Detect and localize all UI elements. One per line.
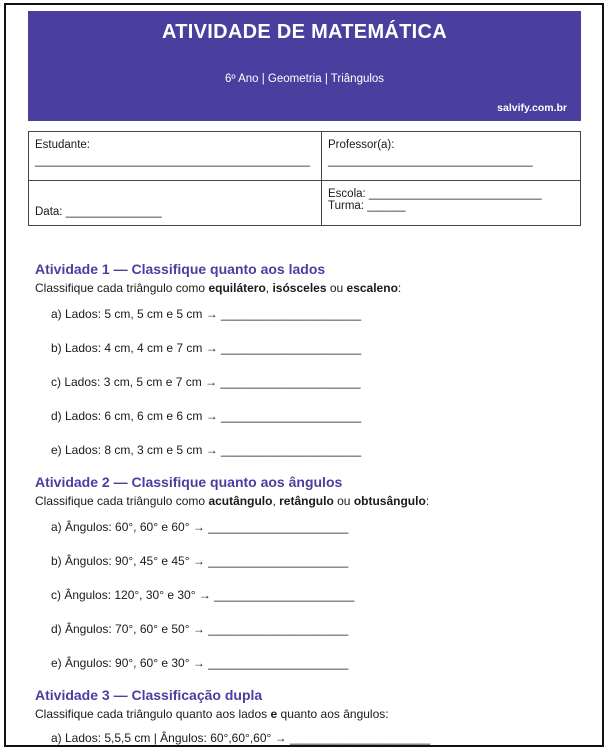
option-equilatero: equilátero — [208, 281, 266, 295]
activity-2-item-b[interactable]: b) Ângulos: 90°, 45° e 45° → _____________________ — [51, 554, 349, 568]
page-subtitle: 6º Ano | Geometria | Triângulos — [224, 73, 385, 85]
activity-1-instruction: Classifique cada triângulo como equilátero, isósceles ou escaleno: — [35, 281, 402, 295]
activity-1-item-e[interactable]: e) Lados: 8 cm, 3 cm e 5 cm → _____________________ — [51, 443, 362, 457]
option-acutangulo: acutângulo — [208, 494, 273, 508]
teacher-line: ________________________________ — [328, 155, 533, 167]
conjunction-e: e — [270, 707, 278, 721]
activity-2-title: Atividade 2 — Classifique quanto aos ângulos — [35, 474, 343, 490]
student-label: Estudante: — [35, 139, 90, 151]
school-cell[interactable] — [322, 181, 581, 226]
option-retangulo: retângulo — [279, 494, 334, 508]
option-isosceles: isósceles — [272, 281, 327, 295]
student-cell[interactable] — [29, 132, 322, 181]
site-credit: salvify.com.br — [497, 102, 567, 114]
activity-3-title: Atividade 3 — Classificação dupla — [35, 687, 263, 703]
activity-2-instruction: Classifique cada triângulo como acutângulo, retângulo ou obtusângulo: — [35, 494, 430, 508]
activity-1-item-c[interactable]: c) Lados: 3 cm, 5 cm e 7 cm → _____________________ — [51, 375, 361, 389]
teacher-cell[interactable] — [322, 132, 581, 181]
activity-2-item-d[interactable]: d) Ângulos: 70°, 60° e 50° → _____________________ — [51, 622, 349, 636]
option-obtusangulo: obtusângulo — [353, 494, 426, 508]
activity-2-item-e[interactable]: e) Ângulos: 90°, 60° e 30° → _____________________ — [51, 656, 349, 670]
date-cell[interactable] — [29, 181, 322, 226]
page-title: ATIVIDADE DE MATEMÁTICA — [161, 21, 448, 43]
date-label: Data: — [35, 206, 63, 218]
activity-3 — [35, 686, 585, 747]
activity-2-item-a[interactable]: a) Ângulos: 60°, 60° e 60° → _____________________ — [51, 520, 349, 534]
activity-1-item-a[interactable]: a) Lados: 5 cm, 5 cm e 5 cm → _____________________ — [51, 307, 362, 321]
student-line: ___________________________________________ — [35, 155, 311, 167]
activity-2 — [35, 473, 585, 686]
date-line: _______________ — [65, 206, 162, 218]
activity-1 — [35, 260, 585, 473]
activity-3-item-a[interactable]: a) Lados: 5,5,5 cm | Ângulos: 60°,60°,60° → _____________________ — [51, 731, 431, 745]
teacher-label: Professor(a): — [328, 139, 395, 151]
header-banner — [28, 11, 581, 121]
activity-1-item-d[interactable]: d) Lados: 6 cm, 6 cm e 6 cm → _____________________ — [51, 409, 362, 423]
option-escaleno: escaleno — [346, 281, 398, 295]
student-info-table — [28, 131, 581, 226]
activity-2-item-c[interactable]: c) Ângulos: 120°, 30° e 30° → _____________________ — [51, 588, 355, 602]
activity-1-title: Atividade 1 — Classifique quanto aos lados — [35, 261, 326, 277]
worksheet-page — [4, 3, 604, 747]
activity-1-item-b[interactable]: b) Lados: 4 cm, 4 cm e 7 cm → _____________________ — [51, 341, 362, 355]
school-class-line: Escola: ___________________________ Turma: ______ — [328, 188, 542, 213]
activities-content — [35, 260, 585, 747]
activity-3-instruction: Classifique cada triângulo quanto aos lados e quanto aos ângulos: — [35, 707, 389, 721]
